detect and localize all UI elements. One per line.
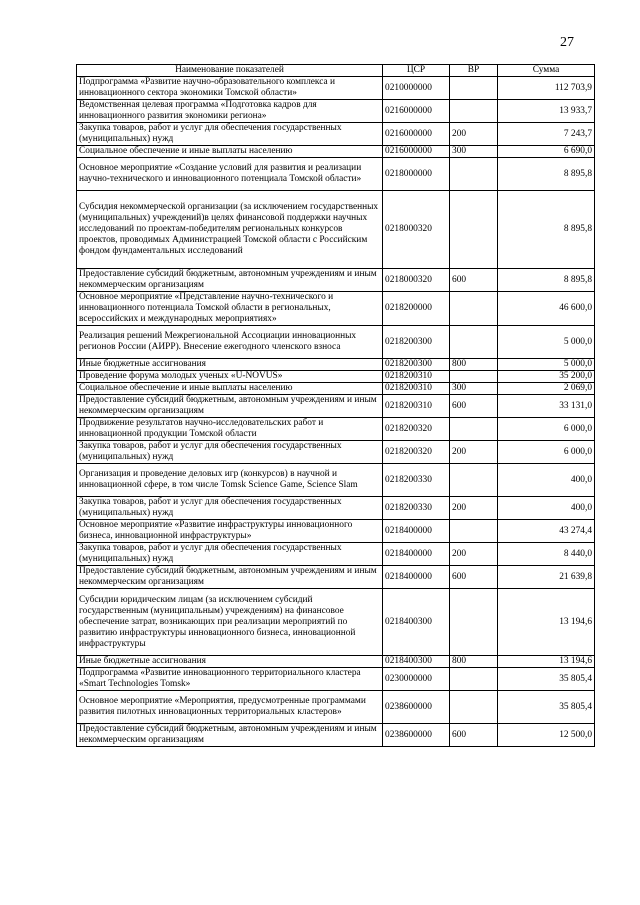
cell-vr	[450, 292, 498, 326]
cell-sum: 13 194,6	[498, 656, 595, 668]
table-row	[77, 191, 595, 269]
table-row	[77, 146, 595, 158]
cell-name: Подпрограмма «Развитие научно-образовательного комплекса и инновационного сектора экономики Томской области»	[77, 77, 383, 100]
cell-vr: 300	[450, 146, 498, 158]
cell-name: Проведение форума молодых ученых «U-NOVUS»	[77, 371, 383, 383]
cell-name: Субсидия некоммерческой организации (за исключением государственных (муниципальных) учреждений)в целях финансовой поддержки научных исследований по проектам-победителям региональных конкурсов проектов, проводимых Администрацией Томской области с Российским фондом фундаментальных исследований	[77, 191, 383, 269]
cell-name: Социальное обеспечение и иные выплаты населению	[77, 146, 383, 158]
cell-vr	[450, 158, 498, 191]
cell-csr: 0216000000	[383, 100, 450, 123]
cell-name: Продвижение результатов научно-исследовательских работ и инновационной продукции Томской области	[77, 418, 383, 441]
cell-vr	[450, 589, 498, 656]
cell-sum: 112 703,9	[498, 77, 595, 100]
cell-sum: 2 069,0	[498, 383, 595, 395]
cell-name: Предоставление субсидий бюджетным, автономным учреждениям и иным некоммерческим организациям	[77, 724, 383, 747]
cell-name: Предоставление субсидий бюджетным, автономным учреждениям и иным некоммерческим организациям	[77, 395, 383, 418]
cell-csr: 0218400300	[383, 656, 450, 668]
cell-csr: 0218200310	[383, 371, 450, 383]
header-vr: ВР	[450, 65, 498, 77]
cell-csr: 0218200310	[383, 383, 450, 395]
cell-vr	[450, 371, 498, 383]
cell-sum: 5 000,0	[498, 359, 595, 371]
table-row	[77, 395, 595, 418]
cell-csr: 0230000000	[383, 668, 450, 691]
cell-sum: 35 805,4	[498, 668, 595, 691]
cell-name: Иные бюджетные ассигнования	[77, 656, 383, 668]
cell-name: Иные бюджетные ассигнования	[77, 359, 383, 371]
cell-vr: 800	[450, 359, 498, 371]
cell-vr: 800	[450, 656, 498, 668]
table-row	[77, 100, 595, 123]
cell-csr: 0216000000	[383, 123, 450, 146]
cell-csr: 0210000000	[383, 77, 450, 100]
cell-name: Основное мероприятие «Создание условий для развития и реализации научно-технического и инновационного потенциала Томской области»	[77, 158, 383, 191]
cell-vr	[450, 77, 498, 100]
table-row	[77, 566, 595, 589]
cell-csr: 0218200300	[383, 326, 450, 359]
cell-vr	[450, 191, 498, 269]
cell-name: Субсидии юридическим лицам (за исключением субсидий государственным (муниципальным) учреждениям) на финансовое обеспечение затрат, возникающих при реализации мероприятий по развитию инфраструктуры инновационного бизнеса, инновационной инфраструктуры	[77, 589, 383, 656]
cell-sum: 8 895,8	[498, 191, 595, 269]
cell-csr: 0238600000	[383, 724, 450, 747]
table-row	[77, 656, 595, 668]
cell-csr: 0218200000	[383, 292, 450, 326]
cell-vr	[450, 464, 498, 497]
cell-name: Закупка товаров, работ и услуг для обеспечения государственных (муниципальных) нужд	[77, 543, 383, 566]
cell-name: Основное мероприятие «Мероприятия, предусмотренные программами развития пилотных инновационных территориальных кластеров»	[77, 691, 383, 724]
table-row	[77, 668, 595, 691]
cell-name: Социальное обеспечение и иные выплаты населению	[77, 383, 383, 395]
table-row	[77, 589, 595, 656]
header-sum: Сумма	[498, 65, 595, 77]
table-header	[77, 65, 595, 77]
cell-name: Основное мероприятие «Развитие инфраструктуры инновационного бизнеса, инновационной инфраструктуры»	[77, 520, 383, 543]
cell-name: Ведомственная целевая программа «Подготовка кадров для инновационного развития экономики региона»	[77, 100, 383, 123]
table-row	[77, 520, 595, 543]
cell-sum: 7 243,7	[498, 123, 595, 146]
header-name: Наименование показателей	[77, 65, 383, 77]
table-row	[77, 359, 595, 371]
cell-sum: 35 200,0	[498, 371, 595, 383]
cell-csr: 0216000000	[383, 146, 450, 158]
cell-sum: 400,0	[498, 497, 595, 520]
table-row	[77, 158, 595, 191]
cell-csr: 0218000320	[383, 191, 450, 269]
cell-sum: 6 000,0	[498, 441, 595, 464]
cell-csr: 0218000000	[383, 158, 450, 191]
cell-name: Закупка товаров, работ и услуг для обеспечения государственных (муниципальных) нужд	[77, 497, 383, 520]
cell-csr: 0218200330	[383, 497, 450, 520]
cell-csr: 0218400300	[383, 589, 450, 656]
cell-csr: 0238600000	[383, 691, 450, 724]
cell-vr: 600	[450, 395, 498, 418]
cell-sum: 6 000,0	[498, 418, 595, 441]
cell-sum: 6 690,0	[498, 146, 595, 158]
table-row	[77, 441, 595, 464]
cell-sum: 5 000,0	[498, 326, 595, 359]
cell-name: Организация и проведение деловых игр (конкурсов) в научной и инновационной сфере, в том числе Tomsk Science Game, Science Slam	[77, 464, 383, 497]
table-row	[77, 691, 595, 724]
cell-name: Реализация решений Межрегиональной Ассоциации инновационных регионов России (АИРР). Внесение ежегодного членского взноса	[77, 326, 383, 359]
table-row	[77, 371, 595, 383]
table-row	[77, 383, 595, 395]
cell-vr: 200	[450, 497, 498, 520]
table-row	[77, 543, 595, 566]
cell-vr	[450, 520, 498, 543]
cell-vr	[450, 418, 498, 441]
cell-vr: 200	[450, 441, 498, 464]
cell-csr: 0218400000	[383, 520, 450, 543]
cell-sum: 8 895,8	[498, 269, 595, 292]
table-row	[77, 77, 595, 100]
table-row	[77, 418, 595, 441]
header-csr: ЦСР	[383, 65, 450, 77]
cell-csr: 0218200300	[383, 359, 450, 371]
cell-sum: 13 933,7	[498, 100, 595, 123]
cell-csr: 0218200320	[383, 441, 450, 464]
cell-vr: 600	[450, 269, 498, 292]
cell-sum: 21 639,8	[498, 566, 595, 589]
table-row	[77, 724, 595, 747]
cell-sum: 400,0	[498, 464, 595, 497]
table-row	[77, 464, 595, 497]
cell-csr: 0218200330	[383, 464, 450, 497]
table-row	[77, 326, 595, 359]
cell-name: Подпрограмма «Развитие инновационного территориального кластера «Smart Technologies Tomsk»	[77, 668, 383, 691]
cell-name: Закупка товаров, работ и услуг для обеспечения государственных (муниципальных) нужд	[77, 441, 383, 464]
cell-name: Закупка товаров, работ и услуг для обеспечения государственных (муниципальных) нужд	[77, 123, 383, 146]
cell-sum: 8 440,0	[498, 543, 595, 566]
cell-sum: 35 805,4	[498, 691, 595, 724]
cell-csr: 0218200320	[383, 418, 450, 441]
cell-sum: 13 194,6	[498, 589, 595, 656]
cell-sum: 12 500,0	[498, 724, 595, 747]
cell-csr: 0218400000	[383, 543, 450, 566]
cell-name: Основное мероприятие «Представление научно-технического и инновационного потенциала Томской области в региональных, всероссийских и международных мероприятиях»	[77, 292, 383, 326]
cell-vr	[450, 326, 498, 359]
cell-sum: 46 600,0	[498, 292, 595, 326]
cell-vr: 600	[450, 566, 498, 589]
cell-vr	[450, 691, 498, 724]
cell-name: Предоставление субсидий бюджетным, автономным учреждениям и иным некоммерческим организациям	[77, 269, 383, 292]
cell-vr	[450, 668, 498, 691]
cell-vr: 200	[450, 123, 498, 146]
cell-vr	[450, 100, 498, 123]
cell-sum: 33 131,0	[498, 395, 595, 418]
cell-csr: 0218400000	[383, 566, 450, 589]
table-row	[77, 292, 595, 326]
table-body	[77, 77, 595, 747]
page-number: 27	[560, 35, 574, 50]
budget-table	[76, 64, 595, 747]
table-row	[77, 269, 595, 292]
cell-name: Предоставление субсидий бюджетным, автономным учреждениям и иным некоммерческим организациям	[77, 566, 383, 589]
cell-vr: 200	[450, 543, 498, 566]
cell-csr: 0218000320	[383, 269, 450, 292]
cell-csr: 0218200310	[383, 395, 450, 418]
table-row	[77, 497, 595, 520]
cell-sum: 8 895,8	[498, 158, 595, 191]
cell-vr: 600	[450, 724, 498, 747]
table-row	[77, 123, 595, 146]
cell-vr: 300	[450, 383, 498, 395]
cell-sum: 43 274,4	[498, 520, 595, 543]
